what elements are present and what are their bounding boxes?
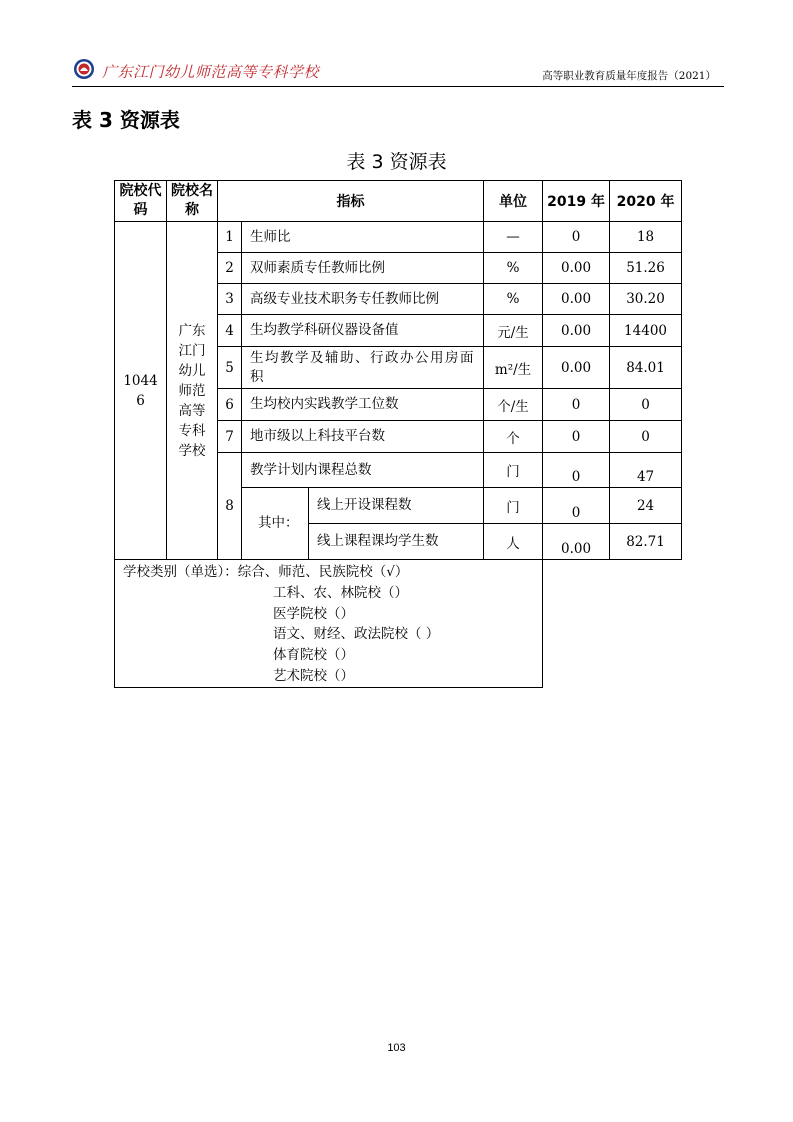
header-unit: 单位 [484, 181, 543, 222]
category-option: 体育院校（） [273, 647, 354, 664]
value-2019-cell: 0 [543, 222, 610, 253]
unit-cell: 元/生 [484, 315, 543, 347]
resource-table [114, 180, 682, 688]
value-2019-cell: 0.00 [543, 524, 610, 560]
value-2020-cell: 84.01 [610, 347, 682, 389]
indicator-cell: 高级专业技术职务专任教师比例 [242, 284, 484, 315]
table-header-row [115, 181, 682, 222]
row-number: 8 [218, 453, 242, 560]
value-2020-cell: 51.26 [610, 253, 682, 284]
category-option: 工科、农、林院校（） [273, 584, 408, 601]
value-2020-cell: 47 [610, 453, 682, 488]
page-header [72, 52, 724, 87]
unit-cell: m²/生 [484, 347, 543, 389]
unit-cell: 个 [484, 421, 543, 453]
header-indicator: 指标 [218, 181, 484, 222]
indicator-cell: 生师比 [242, 222, 484, 253]
category-option: 艺术院校（） [273, 667, 354, 684]
header-2019: 2019 年 [543, 181, 610, 222]
unit-cell: % [484, 284, 543, 315]
unit-cell: 门 [484, 488, 543, 524]
row-number: 4 [218, 315, 242, 347]
school-name-cell: 广东江门幼儿师范高等专科学校 [167, 222, 218, 560]
school-logo-icon [73, 58, 95, 80]
value-2019-cell: 0 [543, 389, 610, 421]
table-row [115, 222, 682, 253]
value-2020-cell: 30.20 [610, 284, 682, 315]
header-code: 院校代码 [115, 181, 167, 222]
category-option: 语文、财经、政法院校（ ） [273, 626, 440, 643]
unit-cell: — [484, 222, 543, 253]
row-number: 5 [218, 347, 242, 389]
among-label: 其中： [242, 488, 309, 560]
value-2020-cell: 82.71 [610, 524, 682, 560]
value-2020-cell: 14400 [610, 315, 682, 347]
unit-cell: 个/生 [484, 389, 543, 421]
value-2020-cell: 0 [610, 421, 682, 453]
indicator-cell: 生均教学及辅助、行政办公用房面积 [242, 347, 484, 389]
value-2019-cell: 0.00 [543, 253, 610, 284]
value-2020-cell: 24 [610, 488, 682, 524]
indicator-cell: 地市级以上科技平台数 [242, 421, 484, 453]
header-name: 院校名称 [167, 181, 218, 222]
row-number: 3 [218, 284, 242, 315]
indicator-cell: 教学计划内课程总数 [242, 453, 484, 488]
value-2019-cell: 0 [543, 453, 610, 488]
category-option: 综合、师范、民族院校（√） [237, 564, 409, 580]
row-number: 6 [218, 389, 242, 421]
header-2020: 2020 年 [610, 181, 682, 222]
table-caption: 表 3 资源表 [346, 151, 447, 173]
row-number: 1 [218, 222, 242, 253]
section-heading: 表 3 资源表 [72, 108, 180, 132]
row-number: 2 [218, 253, 242, 284]
indicator-cell: 线上课程课均学生数 [309, 524, 484, 560]
report-title: 高等职业教育质量年度报告（2021） [542, 70, 716, 82]
school-name-logo: 广东江门幼儿师范高等专科学校 [102, 63, 320, 81]
indicator-cell: 生均校内实践教学工位数 [242, 389, 484, 421]
value-2020-cell: 0 [610, 389, 682, 421]
value-2020-cell: 18 [610, 222, 682, 253]
value-2019-cell: 0.00 [543, 347, 610, 389]
unit-cell: 门 [484, 453, 543, 488]
unit-cell: % [484, 253, 543, 284]
page-number: 103 [387, 1042, 406, 1054]
value-2019-cell: 0 [543, 488, 610, 524]
value-2019-cell: 0 [543, 421, 610, 453]
value-2019-cell: 0.00 [543, 315, 610, 347]
value-2019-cell: 0.00 [543, 284, 610, 315]
school-code-cell: 10446 [115, 222, 167, 560]
indicator-cell: 线上开设课程数 [309, 488, 484, 524]
indicator-cell: 双师素质专任教师比例 [242, 253, 484, 284]
category-row [115, 560, 682, 688]
category-lead: 学校类别（单选）： [123, 564, 238, 580]
indicator-cell: 生均教学科研仪器设备值 [242, 315, 484, 347]
category-option: 医学院校（） [273, 605, 354, 622]
school-category-cell [115, 560, 543, 688]
row-number: 7 [218, 421, 242, 453]
unit-cell: 人 [484, 524, 543, 560]
